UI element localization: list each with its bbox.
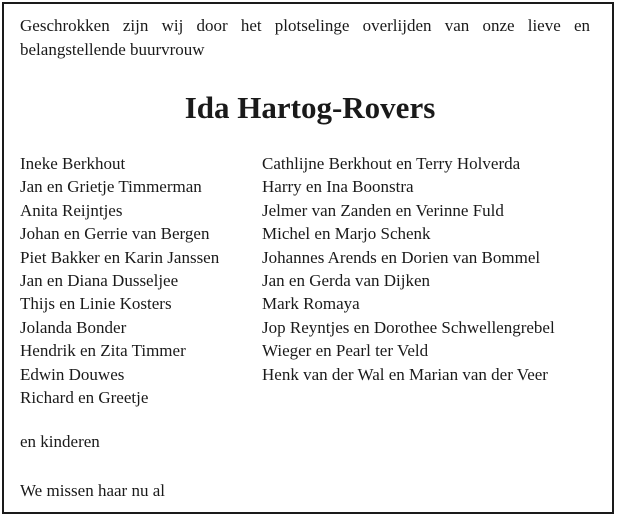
signatory-name: Cathlijne Berkhout en Terry Holverda (262, 154, 521, 173)
signatory-name: Johannes Arends en Dorien van Bommel (262, 247, 541, 267)
signatory-name: Jelmer van Zanden en Verinne Fuld (262, 200, 504, 220)
signatory-name: Anita Reijntjes (20, 200, 123, 220)
signatories-right-column (262, 152, 607, 386)
signatory-name: Jan en Grietje Timmerman (20, 177, 202, 197)
signatory-name: Johan en Gerrie van Bergen (20, 224, 210, 244)
children-line: en kinderen (20, 432, 100, 451)
signatory-name: Hendrik en Zita Timmer (20, 341, 186, 361)
signatory-name: Jolanda Bonder (20, 317, 127, 337)
signatories-left-column (20, 152, 260, 409)
deceased-name: Ida Hartog-Rovers (184, 90, 436, 125)
signatory-name: Piet Bakker en Karin Janssen (20, 247, 220, 267)
signatory-name: Harry en Ina Boonstra (262, 177, 414, 197)
intro-text: Geschrokken zijn wij door het plotselinge overlijden van onze lieve en belangstellende buurvrouw (20, 16, 590, 59)
signatory-name: Edwin Douwes (20, 364, 125, 384)
signatory-name: Jan en Diana Dusseljee (20, 271, 179, 291)
signatory-name: Jan en Gerda van Dijken (262, 271, 431, 291)
signatory-name: Wieger en Pearl ter Veld (262, 341, 429, 361)
signatory-name: Richard en Greetje (20, 388, 149, 408)
signatory-name: Jop Reyntjes en Dorothee Schwellengrebel (262, 317, 555, 337)
signatory-name: Michel en Marjo Schenk (262, 224, 431, 244)
signatory-name: Ineke Berkhout (20, 154, 126, 173)
closing-line: We missen haar nu al (20, 481, 165, 500)
signatory-name: Mark Romaya (262, 294, 360, 314)
signatory-name: Thijs en Linie Kosters (20, 294, 172, 314)
signatory-name: Henk van der Wal en Marian van der Veer (262, 364, 548, 384)
